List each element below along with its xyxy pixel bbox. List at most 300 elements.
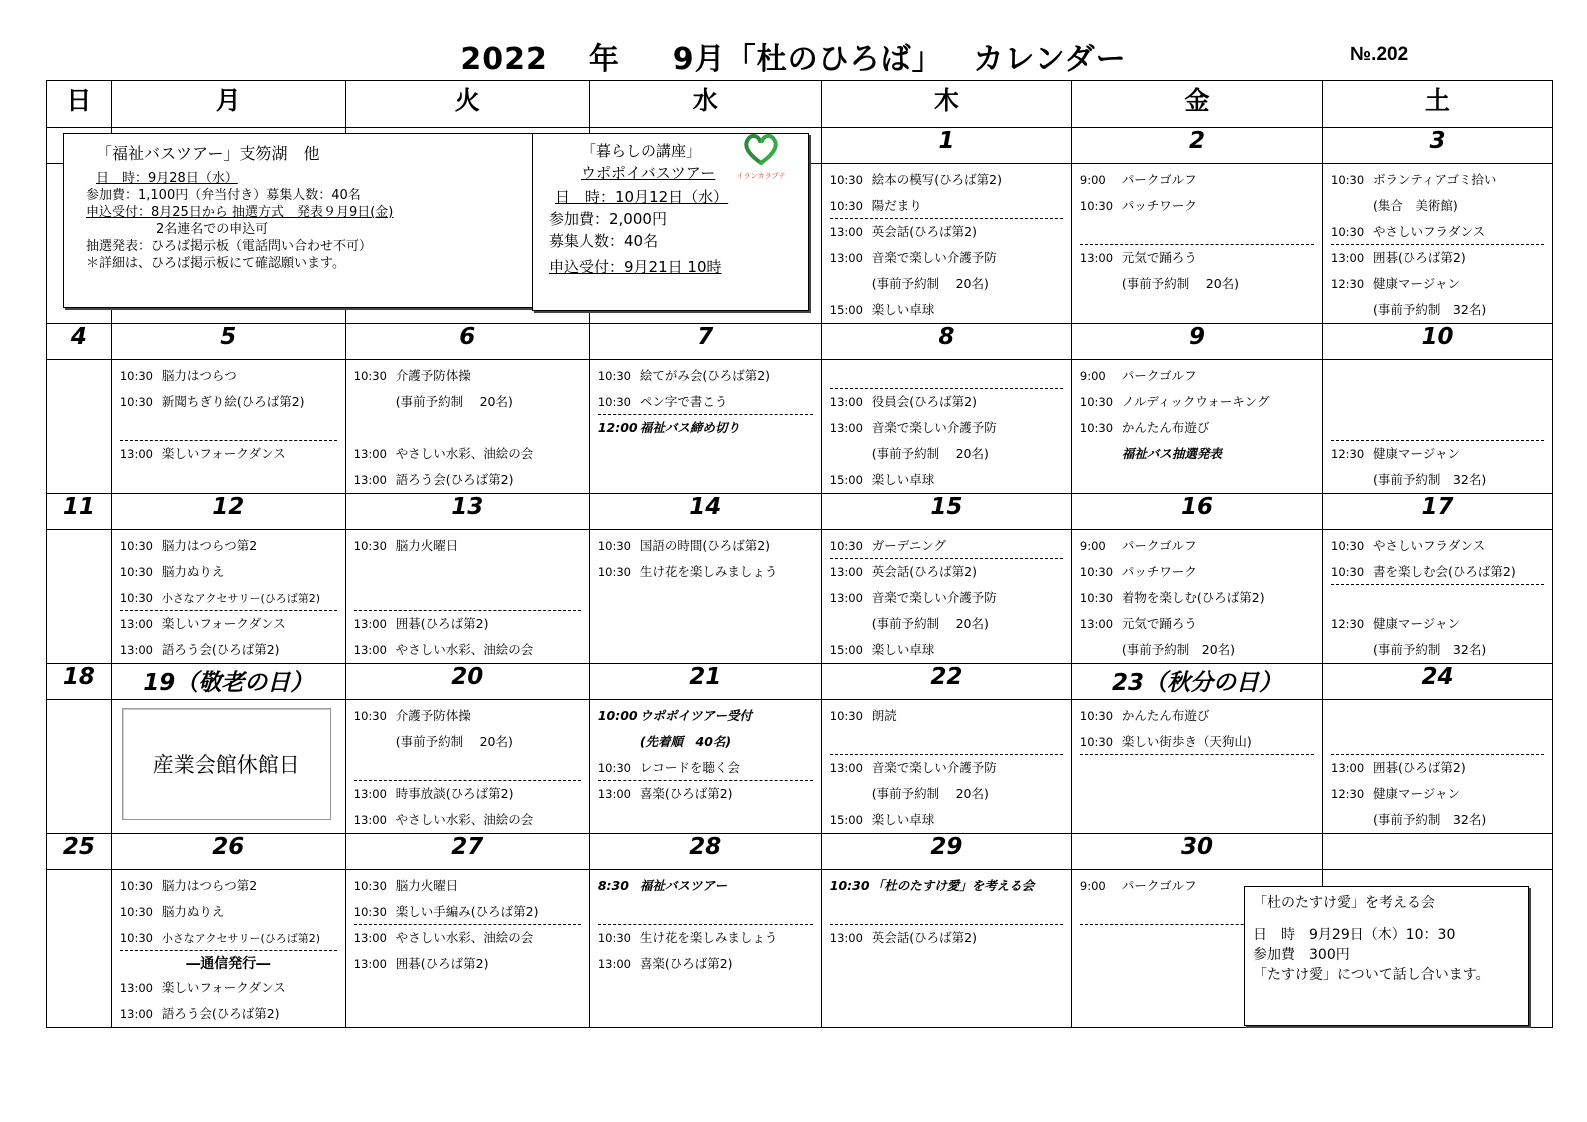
event-title: 福祉バス締め切り <box>639 420 740 435</box>
event-time: 13:00 <box>119 1007 153 1021</box>
day-cell-tue <box>345 360 589 494</box>
event-title: パッチワーク <box>1121 198 1197 213</box>
event-title: 介護予防体操 <box>395 708 471 723</box>
event-item <box>1080 441 1314 467</box>
bus-tour-apply: 申込受付：8月25日から 抽選方式 発表９月9日(金) <box>86 205 394 220</box>
event-title: 語ろう会(ひろば第2) <box>161 1006 280 1021</box>
event-time: 13:00 <box>1331 251 1365 265</box>
event-item <box>120 925 337 951</box>
event-item <box>1080 219 1314 245</box>
event-item <box>1080 729 1314 755</box>
date-number-fri: 9 <box>1071 324 1322 360</box>
event-item <box>120 975 337 1001</box>
event-time: 12:00 <box>597 420 638 435</box>
event-time: 10:30 <box>119 905 153 919</box>
event-time: 9:00 <box>1079 369 1106 383</box>
event-time: 10:30 <box>119 591 153 605</box>
event-time: 13:00 <box>353 813 387 827</box>
event-item <box>1331 389 1544 415</box>
event-title: (事前予約制 20名) <box>1121 276 1240 291</box>
event-time: 10:30 <box>829 539 863 553</box>
event-title: ペン字で書こう <box>639 394 728 409</box>
event-time: 10:30 <box>597 369 631 383</box>
day-cell-tue <box>345 530 589 664</box>
event-title: やさしい水彩、油絵の会 <box>395 642 534 657</box>
event-title: ボランティアゴミ拾い <box>1373 172 1497 187</box>
event-title: 「杜のたすけ愛」を考える会 <box>871 878 1035 893</box>
date-number-mon: 12 <box>111 494 345 530</box>
day-cell-wed <box>589 870 821 1028</box>
event-time: 10:30 <box>119 539 153 553</box>
event-item <box>1331 271 1544 297</box>
event-item <box>598 925 813 951</box>
event-time: 10:30 <box>1331 173 1365 187</box>
day-cell-fri <box>1071 700 1322 834</box>
event-title: やさしい水彩、油絵の会 <box>395 446 534 461</box>
event-item <box>598 755 813 781</box>
day-cell-sun <box>47 360 112 494</box>
bus-tour-detail: ＊詳細は、ひろば掲示板にて確認願います。 <box>86 256 345 271</box>
day-cell-mon <box>111 700 345 834</box>
event-item <box>830 899 1063 925</box>
event-item <box>1331 415 1544 441</box>
event-title: 国語の時間(ひろば第2) <box>639 538 771 553</box>
event-time: 10:30 <box>1331 539 1365 553</box>
event-time: 9:00 <box>1079 539 1106 553</box>
event-time: 10:30 <box>1079 395 1114 409</box>
event-title: ガーデニング <box>871 538 947 553</box>
weekday-header-row <box>47 81 1553 128</box>
event-title: 福祉バスツアー <box>639 878 727 893</box>
event-time: 13:00 <box>119 447 153 461</box>
event-time: 13:00 <box>829 251 863 265</box>
event-time: 10:30 <box>597 931 631 945</box>
event-item <box>1331 363 1544 389</box>
event-item <box>120 873 337 899</box>
event-title: (事前予約制 32名) <box>1373 642 1487 657</box>
event-title: (事前予約制 32名) <box>1373 812 1487 827</box>
event-item <box>354 781 581 807</box>
event-item <box>1331 585 1544 611</box>
event-title: 絵本の模写(ひろば第2) <box>871 172 1002 187</box>
event-time: 13:00 <box>829 565 863 579</box>
bus-tour-fee: 参加費：1,100円（弁当付き）募集人数：40名 <box>86 188 361 203</box>
date-number-fri: 16 <box>1071 494 1322 530</box>
event-title: (事前予約制 20名) <box>871 446 989 461</box>
event-time: 10:30 <box>829 199 863 213</box>
event-time: 15:00 <box>829 473 863 487</box>
event-item <box>830 729 1063 755</box>
event-time: 9:00 <box>1079 879 1106 893</box>
event-time: 10:30 <box>353 905 387 919</box>
event-title: 元気で踊ろう <box>1121 616 1197 631</box>
bus-tour-date: 日 時：9月28日（水） <box>96 171 238 186</box>
event-time: 12:30 <box>1331 277 1365 291</box>
date-number-sat: 3 <box>1323 128 1553 164</box>
event-title: ウポポイツアー受付 <box>639 708 752 723</box>
event-title: 楽しい手編み(ひろば第2) <box>395 904 539 919</box>
event-time: 13:00 <box>829 931 863 945</box>
event-title: (集合 美術館) <box>1373 198 1458 213</box>
event-time: 10:30 <box>1079 421 1114 435</box>
event-title: レコードを聴く会 <box>639 760 740 775</box>
event-title: 脳力ぬりえ <box>161 564 225 579</box>
date-number-fri: 2 <box>1071 128 1322 164</box>
event-item <box>830 363 1063 389</box>
day-cell-mon <box>111 360 345 494</box>
date-number-wed: 28 <box>589 834 821 870</box>
day-cell-mon <box>111 530 345 664</box>
event-time: 10:30 <box>119 931 153 945</box>
event-item <box>830 533 1063 559</box>
event-item <box>120 363 337 389</box>
event-title: 元気で踊ろう <box>1121 250 1197 265</box>
event-title: 脳力はつらつ第2 <box>161 538 258 553</box>
weekday-thu: 木 <box>821 81 1071 128</box>
event-title: 脳力はつらつ第2 <box>161 878 258 893</box>
day-cell-thu <box>821 164 1071 324</box>
event-item <box>598 389 813 415</box>
event-title: 新聞ちぎり絵(ひろば第2) <box>161 394 305 409</box>
event-title: 喜楽(ひろば第2) <box>639 956 733 971</box>
day-cell-tue <box>345 700 589 834</box>
day-cell-fri <box>1071 164 1322 324</box>
event-title: 英会話(ひろば第2) <box>871 224 977 239</box>
weekday-fri: 金 <box>1071 81 1322 128</box>
event-title: 囲碁(ひろば第2) <box>1373 250 1466 265</box>
date-number-sat: 24 <box>1323 664 1553 700</box>
event-time: 10:30 <box>1331 565 1365 579</box>
event-time: 13:00 <box>829 225 863 239</box>
event-time: 8:30 <box>597 878 629 893</box>
events-row <box>47 700 1553 834</box>
event-item <box>354 363 581 389</box>
event-item <box>1080 167 1314 193</box>
event-title: 楽しい卓球 <box>871 642 935 657</box>
event-title: 語ろう会(ひろば第2) <box>395 472 514 487</box>
event-title: パークゴルフ <box>1121 172 1197 187</box>
event-item <box>1331 193 1544 219</box>
event-title: 音楽で楽しい介護予防 <box>871 590 997 605</box>
event-time: 15:00 <box>829 303 863 317</box>
event-title: (事前予約制 20名) <box>871 786 989 801</box>
day-cell-thu <box>821 360 1071 494</box>
event-title: 小さなアクセサリー(ひろば第2) <box>161 932 321 945</box>
event-item <box>598 559 813 585</box>
event-item <box>1331 729 1544 755</box>
date-number-mon: 19（敬老の日） <box>111 664 345 700</box>
event-time: 10:30 <box>1079 565 1114 579</box>
date-row <box>47 834 1553 870</box>
tasuke-date: 日 時 9月29日（木）10：30 <box>1253 927 1456 943</box>
event-title: 役員会(ひろば第2) <box>871 394 977 409</box>
kurashi-date: 日 時：10月12日（水） <box>555 188 729 206</box>
event-item <box>1331 755 1544 781</box>
event-item <box>1080 245 1314 271</box>
event-time: 13:00 <box>1079 251 1114 265</box>
event-time: 10:30 <box>353 539 387 553</box>
date-number-thu: 22 <box>821 664 1071 700</box>
date-number-mon: 26 <box>111 834 345 870</box>
event-time: 13:00 <box>119 981 153 995</box>
event-time: 13:00 <box>829 395 863 409</box>
event-title: 囲碁(ひろば第2) <box>395 956 489 971</box>
event-time: 13:00 <box>353 931 387 945</box>
event-item <box>1331 637 1544 663</box>
date-number-sat: 10 <box>1323 324 1553 360</box>
event-time: 13:00 <box>353 787 387 801</box>
event-item <box>830 703 1063 729</box>
date-row <box>47 494 1553 530</box>
day-cell-sun <box>47 530 112 664</box>
event-time: 10:30 <box>829 173 863 187</box>
event-item <box>120 559 337 585</box>
event-time: 13:00 <box>829 421 863 435</box>
event-title: やさしいフラダンス <box>1373 224 1486 239</box>
event-title: 健康マージャン <box>1373 786 1461 801</box>
event-title: パークゴルフ <box>1121 368 1197 383</box>
date-number-mon: 5 <box>111 324 345 360</box>
event-item <box>598 533 813 559</box>
event-item <box>120 1001 337 1027</box>
event-item <box>830 297 1063 323</box>
event-time: 10:30 <box>1079 199 1114 213</box>
event-item <box>1080 271 1314 297</box>
event-time: 10:30 <box>829 878 870 893</box>
event-time: 10:30 <box>353 879 387 893</box>
day-cell-sun <box>47 870 112 1028</box>
event-title: 楽しいフォークダンス <box>161 616 286 631</box>
event-item <box>120 415 337 441</box>
event-item <box>120 585 337 611</box>
title-year: 2022 <box>460 42 548 77</box>
title-suffix: カレンダー <box>973 42 1127 77</box>
event-time: 15:00 <box>829 643 863 657</box>
event-item <box>830 389 1063 415</box>
date-number-tue: 27 <box>345 834 589 870</box>
event-item <box>1080 363 1314 389</box>
date-number-tue: 20 <box>345 664 589 700</box>
weekday-wed: 水 <box>589 81 821 128</box>
irankarapte-logo <box>733 131 789 179</box>
event-time: 13:00 <box>829 591 863 605</box>
weekday-sun: 日 <box>47 81 112 128</box>
event-item <box>354 807 581 833</box>
event-time: 13:00 <box>119 643 153 657</box>
weekday-mon: 月 <box>111 81 345 128</box>
event-title: ノルディックウォーキング <box>1121 394 1270 409</box>
date-number-sun: 4 <box>47 324 112 360</box>
events-row <box>47 360 1553 494</box>
event-item <box>1331 611 1544 637</box>
event-time: 13:00 <box>119 617 153 631</box>
event-time: 10:30 <box>119 565 153 579</box>
event-title: やさしいフラダンス <box>1373 538 1486 553</box>
event-title: 書を楽しむ会(ひろば第2) <box>1373 564 1516 579</box>
event-time: 13:00 <box>597 957 631 971</box>
event-item <box>120 533 337 559</box>
event-item <box>354 873 581 899</box>
event-time: 10:30 <box>1079 709 1114 723</box>
event-title: かんたん布遊び <box>1121 420 1210 435</box>
event-title: 生け花を楽しみましょう <box>639 564 778 579</box>
event-item <box>354 467 581 493</box>
event-title: 福祉バス抽選発表 <box>1121 446 1222 461</box>
event-item <box>830 807 1063 833</box>
event-title: (先着順 40名) <box>639 734 732 749</box>
event-item <box>830 415 1063 441</box>
event-item <box>354 611 581 637</box>
date-number-thu: 1 <box>821 128 1071 164</box>
day-cell-thu <box>821 870 1071 1028</box>
event-time: 10:30 <box>829 709 863 723</box>
event-title: かんたん布遊び <box>1121 708 1210 723</box>
event-title: (事前予約制 32名) <box>1373 302 1487 317</box>
event-item <box>830 925 1063 951</box>
day-cell-sun <box>47 700 112 834</box>
event-item <box>354 533 581 559</box>
event-title: 朗読 <box>871 708 897 723</box>
day-cell-sat <box>1323 530 1553 664</box>
event-title: 楽しいフォークダンス <box>161 446 286 461</box>
event-time: 12:30 <box>1331 447 1365 461</box>
event-item <box>598 415 813 441</box>
event-time: 12:30 <box>1331 617 1365 631</box>
date-number-sun: 25 <box>47 834 112 870</box>
event-item <box>830 611 1063 637</box>
event-item <box>598 899 813 925</box>
bus-tour-notice <box>63 133 533 308</box>
kurashi-title: 「暮らしの講座」 <box>581 142 702 160</box>
date-number-thu: 29 <box>821 834 1071 870</box>
event-item <box>120 611 337 637</box>
event-time: 13:00 <box>1331 761 1365 775</box>
event-title: 囲碁(ひろば第2) <box>1373 760 1466 775</box>
page-title <box>0 34 1587 78</box>
event-item <box>120 441 337 467</box>
bus-tour-pair: 2名連名での申込可 <box>156 222 269 237</box>
event-item <box>1331 245 1544 271</box>
event-item <box>830 559 1063 585</box>
event-title: 健康マージャン <box>1373 616 1461 631</box>
event-item <box>1080 637 1314 663</box>
bus-tour-title: 「福祉バスツアー」支笏湖 他 <box>96 144 320 163</box>
day-cell-wed <box>589 360 821 494</box>
event-title: 介護予防体操 <box>395 368 471 383</box>
event-title: (事前予約制 20名) <box>871 276 989 291</box>
date-number-fri: 30 <box>1071 834 1322 870</box>
events-row <box>47 530 1553 664</box>
event-time: 13:00 <box>597 787 631 801</box>
event-item <box>354 441 581 467</box>
event-title: 脳力火曜日 <box>395 878 459 893</box>
closed-day-notice: 産業会館休館日 <box>122 708 331 820</box>
event-title: 健康マージャン <box>1373 446 1461 461</box>
event-time: 10:30 <box>1079 735 1114 749</box>
event-title: 音楽で楽しい介護予防 <box>871 420 997 435</box>
event-title: 音楽で楽しい介護予防 <box>871 250 997 265</box>
event-time: 10:30 <box>597 395 631 409</box>
event-item <box>120 899 337 925</box>
event-time: 13:00 <box>353 447 387 461</box>
event-title: パッチワーク <box>1121 564 1197 579</box>
event-time: 10:00 <box>597 708 638 723</box>
logo-caption: イランカラプテ <box>736 172 786 180</box>
event-time: 13:00 <box>353 643 387 657</box>
day-cell-wed <box>589 530 821 664</box>
event-item <box>830 755 1063 781</box>
day-cell-thu <box>821 700 1071 834</box>
date-number-wed: 7 <box>589 324 821 360</box>
date-number-sun: 18 <box>47 664 112 700</box>
event-item <box>354 559 581 585</box>
event-item <box>354 389 581 415</box>
date-number-wed: 21 <box>589 664 821 700</box>
event-item <box>120 389 337 415</box>
event-item <box>1080 559 1314 585</box>
event-item <box>1331 297 1544 323</box>
tasuke-meeting-notice <box>1244 886 1529 1026</box>
date-number-fri: 23（秋分の日） <box>1071 664 1322 700</box>
event-item <box>830 245 1063 271</box>
event-item <box>598 873 813 899</box>
event-title: (事前予約制 20名) <box>871 616 989 631</box>
event-title: 陽だまり <box>871 198 922 213</box>
tasuke-fee: 参加費 300円 <box>1253 947 1350 963</box>
event-time: 15:00 <box>829 813 863 827</box>
event-time: 13:00 <box>353 617 387 631</box>
event-time: 10:30 <box>119 879 153 893</box>
day-cell-wed <box>589 700 821 834</box>
event-item <box>1331 167 1544 193</box>
event-item <box>598 951 813 977</box>
event-item <box>830 441 1063 467</box>
event-title: (事前予約制 20名) <box>395 734 513 749</box>
date-number-wed: 14 <box>589 494 821 530</box>
event-item <box>830 467 1063 493</box>
event-item <box>830 873 1063 899</box>
day-cell-tue <box>345 870 589 1028</box>
event-item <box>598 729 813 755</box>
event-item <box>354 899 581 925</box>
event-item <box>1331 703 1544 729</box>
title-month: 9月「杜のひろば」 <box>672 42 943 77</box>
date-row <box>47 324 1553 360</box>
tasuke-desc: 「たすけ愛」について話し合います。 <box>1253 967 1490 983</box>
event-item <box>830 193 1063 219</box>
event-item <box>354 729 581 755</box>
event-title: 楽しい卓球 <box>871 472 935 487</box>
event-time: 10:30 <box>119 369 153 383</box>
newsletter-notice: ―通信発行― <box>186 956 271 972</box>
event-item <box>1331 219 1544 245</box>
event-title: 小さなアクセサリー(ひろば第2) <box>161 592 321 605</box>
event-title: 脳力ぬりえ <box>161 904 225 919</box>
date-number-sun: 11 <box>47 494 112 530</box>
day-cell-mon <box>111 870 345 1028</box>
event-title: (事前予約制 20名) <box>1121 642 1236 657</box>
event-title: パークゴルフ <box>1121 878 1197 893</box>
event-time: 10:30 <box>597 565 631 579</box>
event-item <box>354 951 581 977</box>
event-time: 10:30 <box>597 761 631 775</box>
tasuke-title: 「杜のたすけ愛」を考える会 <box>1253 895 1435 911</box>
event-item <box>1080 193 1314 219</box>
event-time: 13:00 <box>1079 617 1114 631</box>
date-number-thu: 8 <box>821 324 1071 360</box>
event-time: 10:30 <box>1079 591 1114 605</box>
event-item <box>1331 807 1544 833</box>
